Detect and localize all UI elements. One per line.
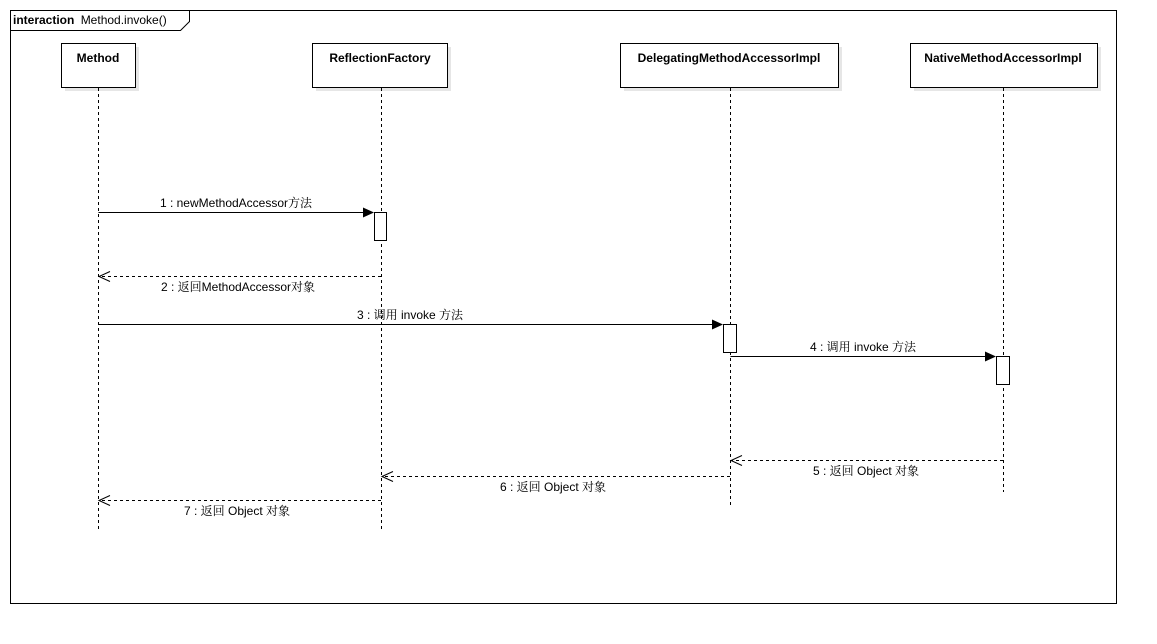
activation-bar-reflection-factory [375, 213, 387, 241]
message-label: 4 : 调用 invoke 方法 [809, 340, 917, 354]
message-label: 2 : 返回MethodAccessor对象 [160, 280, 316, 294]
lifeline-head-label: NativeMethodAccessorImpl [924, 51, 1082, 65]
message-label: 3 : 调用 invoke 方法 [356, 308, 464, 322]
message-label: 5 : 返回 Object 对象 [812, 464, 920, 478]
frame-name: Method.invoke() [80, 13, 167, 27]
message-label: 7 : 返回 Object 对象 [183, 504, 291, 518]
lifeline-head-label: Method [76, 51, 120, 65]
lifeline-head-label: ReflectionFactory [329, 51, 431, 65]
frame-title [13, 13, 167, 27]
message-label: 6 : 返回 Object 对象 [499, 480, 607, 494]
frame-keyword: interaction [13, 13, 75, 27]
lifeline-head-label: DelegatingMethodAccessorImpl [637, 51, 821, 65]
activation-bar-delegating-accessor [724, 325, 737, 353]
activation-bar-native-accessor [997, 357, 1010, 385]
interaction-frame [11, 11, 1117, 604]
message-label: 1 : newMethodAccessor方法 [159, 196, 313, 210]
